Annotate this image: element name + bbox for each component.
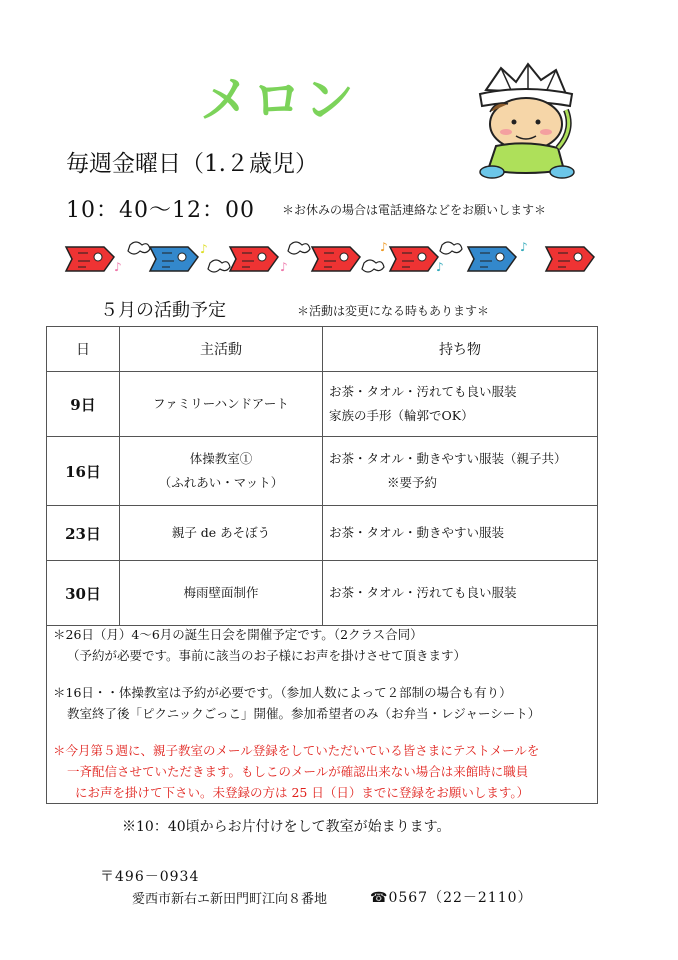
row-day: 23日 — [47, 506, 120, 561]
row-day: 9日 — [47, 372, 120, 437]
row-activity: ファミリーハンドアート — [120, 372, 323, 437]
row-activity: 親子 de あそぼう — [120, 506, 323, 561]
table-row — [47, 437, 598, 506]
header-activity: 主活動 — [120, 327, 323, 372]
note-gym-class: ＊16日・・体操教室は予約が必要です。（参加人数によって２部制の場合も有り） — [53, 685, 512, 700]
svg-text:♪: ♪ — [380, 240, 388, 254]
svg-text:♪: ♪ — [114, 260, 122, 274]
note-test-mail-2: 一斉配信させていただきます。もしこのメールが確認出来ない場合は来館時に職員 — [67, 764, 529, 779]
svg-text:♪: ♪ — [200, 242, 208, 256]
child-with-hat-illustration — [466, 60, 586, 180]
address: 愛西市新右エ新田門町江向８番地 — [132, 892, 328, 907]
page-title: メロン — [200, 71, 356, 129]
row-items: お茶・タオル・汚れても良い服装 — [323, 561, 598, 626]
header-items: 持ち物 — [323, 327, 598, 372]
table-row — [47, 561, 598, 626]
row-activity: 体操教室① （ふれあい・マット） — [120, 437, 323, 506]
row-items: お茶・タオル・動きやすい服装（親子共） ※要予約 — [323, 437, 598, 506]
monthly-plan-title: ５月の活動予定 — [100, 300, 226, 321]
note-birthday: ＊26日（月）4～6月の誕生日会を開催予定です。（2クラス合同） — [53, 627, 423, 642]
row-day: 30日 — [47, 561, 120, 626]
svg-text:♪: ♪ — [520, 240, 528, 254]
absence-note: ＊お休みの場合は電話連絡などをお願いします＊ — [282, 203, 547, 217]
session-time: 10：40～12：00 — [66, 198, 255, 223]
postal-code: 〒496－0934 — [100, 869, 200, 885]
header-day: 日 — [47, 327, 120, 372]
table-row — [47, 372, 598, 437]
activity-schedule-table — [46, 326, 598, 626]
phone-number: ☎0567（22－2110） — [370, 890, 533, 906]
note-test-mail-3: にお声を掛けて下さい。未登録の方は 25 日（日）までに登録をお願いします。） — [75, 785, 530, 800]
carp-streamer-icon — [66, 247, 114, 271]
start-time-note: ※10：40頃からお片付けをして教室が始まります。 — [122, 819, 451, 835]
note-picnic: 教室終了後「ピクニックごっこ」開催。参加希望者のみ（お弁当・レジャーシート） — [67, 706, 541, 721]
koinobori-banner — [64, 237, 604, 279]
weekly-schedule: 毎週金曜日（1.２歳児） — [66, 151, 318, 177]
plan-change-note: ＊活動は変更になる時もあります＊ — [297, 304, 490, 318]
row-activity: 梅雨壁面制作 — [120, 561, 323, 626]
row-items: お茶・タオル・汚れても良い服装 家族の手形（輪郭でOK） — [323, 372, 598, 437]
table-row — [47, 506, 598, 561]
notes-box — [46, 620, 598, 804]
table-header-row — [47, 327, 598, 372]
svg-text:♪: ♪ — [280, 260, 288, 274]
note-test-mail: ＊今月第５週に、親子教室のメール登録をしていただいている皆さまにテストメールを — [53, 743, 540, 758]
row-day: 16日 — [47, 437, 120, 506]
note-birthday-detail: （予約が必要です。事前に該当のお子様にお声を掛けさせて頂きます） — [67, 648, 467, 663]
svg-text:♪: ♪ — [436, 260, 444, 274]
row-items: お茶・タオル・動きやすい服装 — [323, 506, 598, 561]
